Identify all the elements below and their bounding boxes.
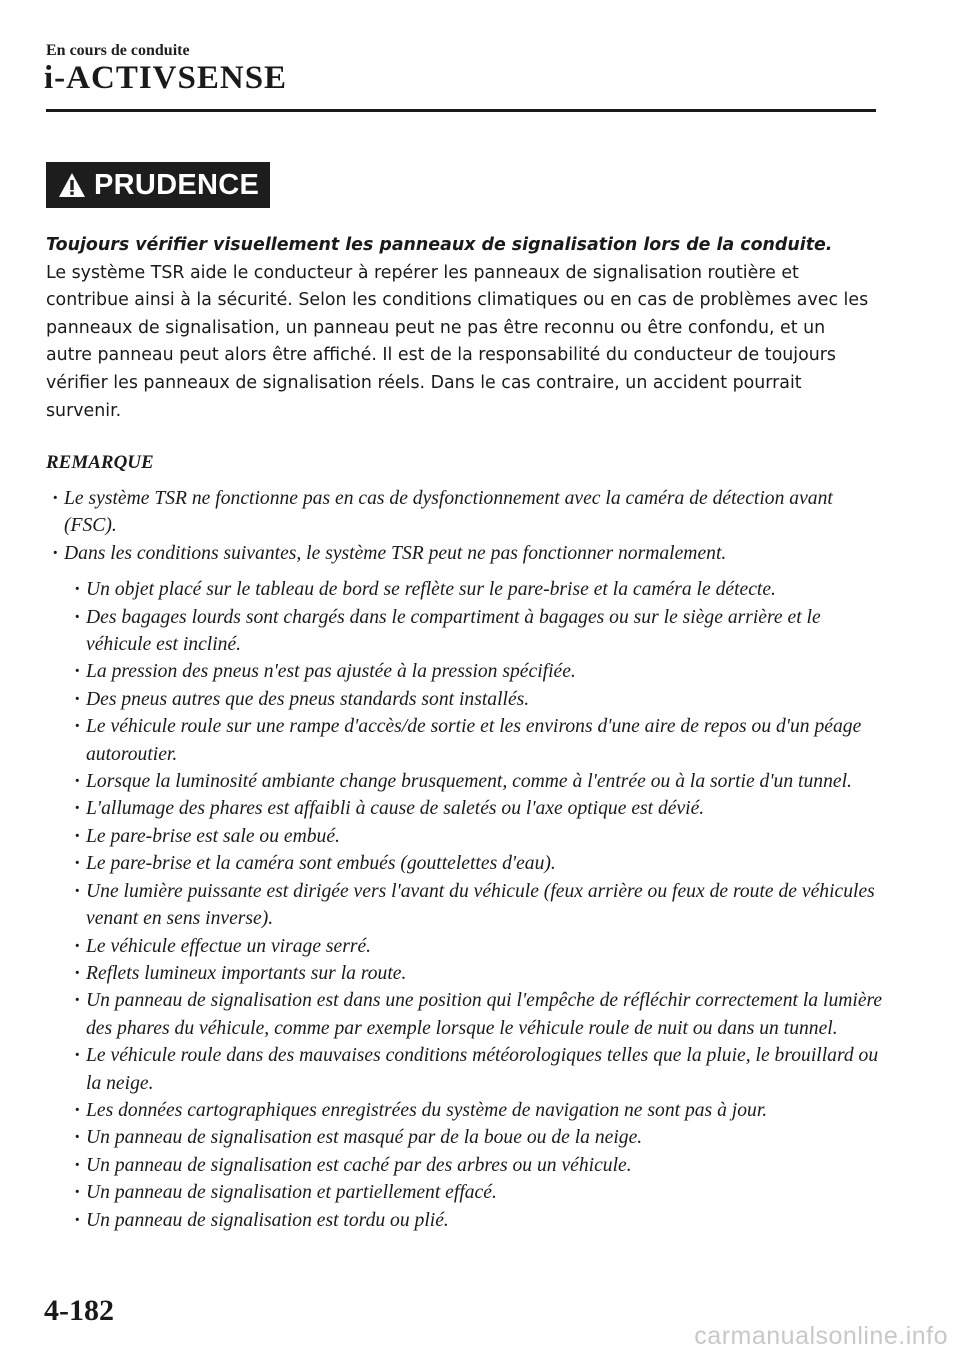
- header-divider: [46, 109, 876, 112]
- condition-item: · Lorsque la luminosité ambiante change brusquement, comme à l'entrée ou à la sortie d'un tunnel.: [46, 768, 886, 795]
- caution-body: Le système TSR aide le conducteur à repérer les panneaux de signalisation routière et contribue ainsi à la sécurité. Selon les conditions climatiques ou en cas de problèmes avec les panneaux de signalisation, un panneau peut ne pas être reconnu ou être confondu, et un autre panneau peut alors être affiché. Il est de la responsabilité du conducteur de toujours vérifier les panneaux de signalisation réels. Dans le cas contraire, un accident pourrait survenir.: [46, 262, 869, 421]
- condition-item: · Le pare-brise et la caméra sont embués (gouttelettes d'eau).: [46, 850, 886, 877]
- note-item-conditions: · Dans les conditions suivantes, le système TSR peut ne pas fonctionner normalement.: [46, 540, 886, 567]
- condition-item: · Une lumière puissante est dirigée vers l'avant du véhicule (feux arrière ou feux de route de véhicules venant en sens inverse).: [46, 878, 886, 933]
- condition-item: · Les données cartographiques enregistrées du système de navigation ne sont pas à jour.: [46, 1097, 886, 1124]
- condition-item: · Le véhicule roule sur une rampe d'accès/de sortie et les environs d'une aire de repos ou d'un péage autoroutier.: [46, 713, 886, 768]
- caution-text: [46, 232, 876, 425]
- page-number: 4-182: [44, 1294, 114, 1327]
- note-item-fsc: · Le système TSR ne fonctionne pas en cas de dysfonctionnement avec la caméra de détection avant (FSC).: [46, 485, 886, 540]
- note-title: REMARQUE: [46, 452, 154, 473]
- condition-item: · Un panneau de signalisation est tordu ou plié.: [46, 1207, 886, 1234]
- condition-item: · Un panneau de signalisation est masqué par de la boue ou de la neige.: [46, 1124, 886, 1151]
- condition-item: · Le véhicule roule dans des mauvaises conditions météorologiques telles que la pluie, le brouillard ou la neige.: [46, 1042, 886, 1097]
- caution-heading: Toujours vérifier visuellement les panneaux de signalisation lors de la conduite.: [46, 235, 833, 255]
- condition-item: · Le véhicule effectue un virage serré.: [46, 933, 886, 960]
- condition-item: · Un panneau de signalisation est caché par des arbres ou un véhicule.: [46, 1152, 886, 1179]
- note-list: [46, 485, 886, 1234]
- list-spacer: [46, 567, 886, 576]
- watermark: carmanualsonline.info: [694, 1322, 948, 1350]
- condition-item: · Un panneau de signalisation est dans une position qui l'empêche de réfléchir correctement la lumière des phares du véhicule, comme par exemple lorsque le véhicule roule de nuit ou dans un tunnel.: [46, 987, 886, 1042]
- condition-item: · Des bagages lourds sont chargés dans le compartiment à bagages ou sur le siège arrière et le véhicule est incliné.: [46, 604, 886, 659]
- condition-item: · L'allumage des phares est affaibli à cause de saletés ou l'axe optique est dévié.: [46, 795, 886, 822]
- caution-label: PRUDENCE: [94, 168, 260, 201]
- caution-banner: [46, 162, 270, 208]
- warning-triangle-icon: [58, 172, 86, 198]
- section-label: En cours de conduite: [46, 42, 190, 59]
- condition-item: · Reflets lumineux importants sur la route.: [46, 960, 886, 987]
- condition-item: · Un objet placé sur le tableau de bord se reflète sur le pare-brise et la caméra le détecte.: [46, 576, 886, 603]
- page-title: i-ACTIVSENSE: [44, 60, 288, 96]
- condition-item: · Le pare-brise est sale ou embué.: [46, 823, 886, 850]
- condition-item: · Un panneau de signalisation et partiellement effacé.: [46, 1179, 886, 1206]
- condition-item: · Des pneus autres que des pneus standards sont installés.: [46, 686, 886, 713]
- condition-item: · La pression des pneus n'est pas ajustée à la pression spécifiée.: [46, 658, 886, 685]
